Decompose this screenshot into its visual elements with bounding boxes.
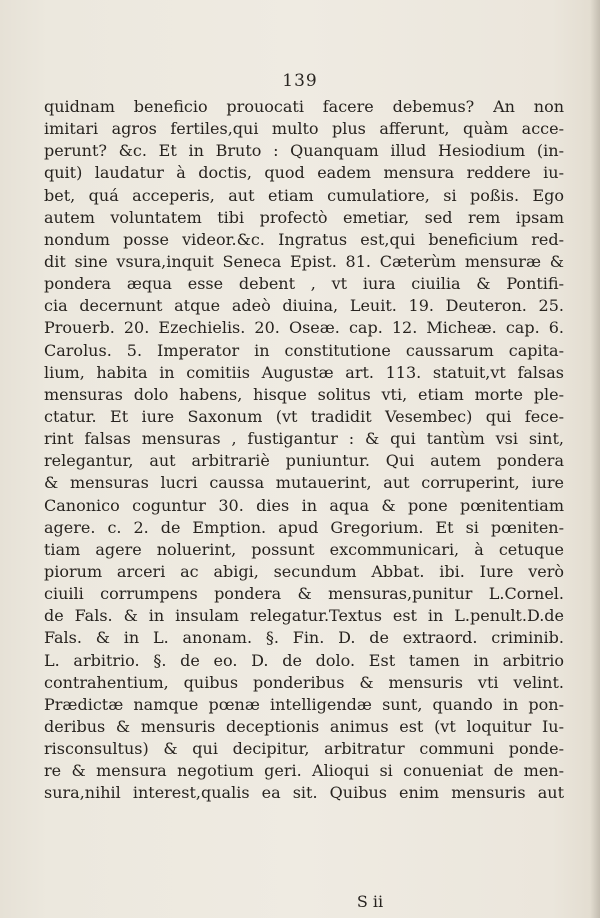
text-line: re & mensura negotium geri. Alioqui si conueniat de men- [44, 761, 564, 781]
text-line: piorum arceri ac abigi, secundum Abbat. ibi. Iure verò [44, 561, 564, 581]
text-line: tiam agere noluerint, possunt excommunicari, à cetuque [44, 539, 564, 559]
text-line: nondum posse videor.&c. Ingratus est,qui beneficium red- [44, 229, 564, 249]
signature-mark: S ii [356, 892, 384, 911]
text-line: perunt? &c. Et in Bruto : Quanquam illud Hesiodium (in- [44, 141, 564, 161]
text-line: sura,nihil interest,qualis ea sit. Quibus enim mensuris aut [44, 783, 564, 803]
page-number: 139 [282, 71, 318, 91]
text-line: de Fals. & in insulam relegatur.Textus est in L.penult.D.de [44, 606, 564, 626]
page-edge-shadow [590, 0, 600, 918]
text-line: agere. c. 2. de Emption. apud Gregorium. Et si pœniten- [44, 517, 564, 537]
text-line: pondera æqua esse debent , vt iura ciuilia & Pontifi- [44, 274, 564, 294]
text-line: lium, habita in comitiis Augustæ art. 113. statuit,vt falsas [44, 362, 564, 382]
text-line: deribus & mensuris deceptionis animus est (vt loquitur Iu- [44, 716, 564, 736]
text-line: quidnam beneficio prouocati facere debemus? An non [44, 97, 564, 116]
text-line: dit sine vsura,inquit Seneca Epist. 81. Cæterùm mensuræ & [44, 251, 564, 271]
text-line: cia decernunt atque adeò diuina, Leuit. 19. Deuteron. 25. [44, 296, 564, 316]
text-line: quit) laudatur à doctis, quod eadem mensura reddere iu- [44, 163, 564, 183]
text-line: contrahentium, quibus ponderibus & mensuris vti velint. [44, 672, 564, 692]
text-line: bet, quá acceperis, aut etiam cumulatiore, si poßis. Ego [44, 185, 564, 205]
text-line: mensuras dolo habens, hisque solitus vti, etiam morte ple- [44, 384, 564, 404]
text-line: ciuili corrumpens pondera & mensuras,punitur L.Cornel. [44, 584, 564, 604]
body-text [44, 96, 564, 805]
text-line: rint falsas mensuras , fustigantur : & qui tantùm vsi sint, [44, 429, 564, 449]
text-line: Fals. & in L. anonam. §. Fin. D. de extraord. criminib. [44, 628, 564, 648]
text-line: Carolus. 5. Imperator in constitutione caussarum capita- [44, 340, 564, 360]
text-line: & mensuras lucri caussa mutauerint, aut corruperint, iure [44, 473, 564, 493]
text-line: L. arbitrio. §. de eo. D. de dolo. Est tamen in arbitrio [44, 650, 564, 670]
text-line: risconsultus) & qui decipitur, arbitratur communi ponde- [44, 739, 564, 759]
text-line: relegantur, aut arbitrariè puniuntur. Qui autem pondera [44, 451, 564, 471]
text-line: Canonico coguntur 30. dies in aqua & pone pœnitentiam [44, 495, 564, 515]
text-line: autem voluntatem tibi profectò emetiar, sed rem ipsam [44, 207, 564, 227]
text-line: Prædictæ namque pœnæ intelligendæ sunt, quando in pon- [44, 694, 564, 714]
text-line: Prouerb. 20. Ezechielis. 20. Oseæ. cap. 12. Micheæ. cap. 6. [44, 318, 564, 338]
text-line: ctatur. Et iure Saxonum (vt tradidit Vesembec) qui fece- [44, 406, 564, 426]
text-line: imitari agros fertiles,qui multo plus afferunt, quàm acce- [44, 119, 564, 139]
